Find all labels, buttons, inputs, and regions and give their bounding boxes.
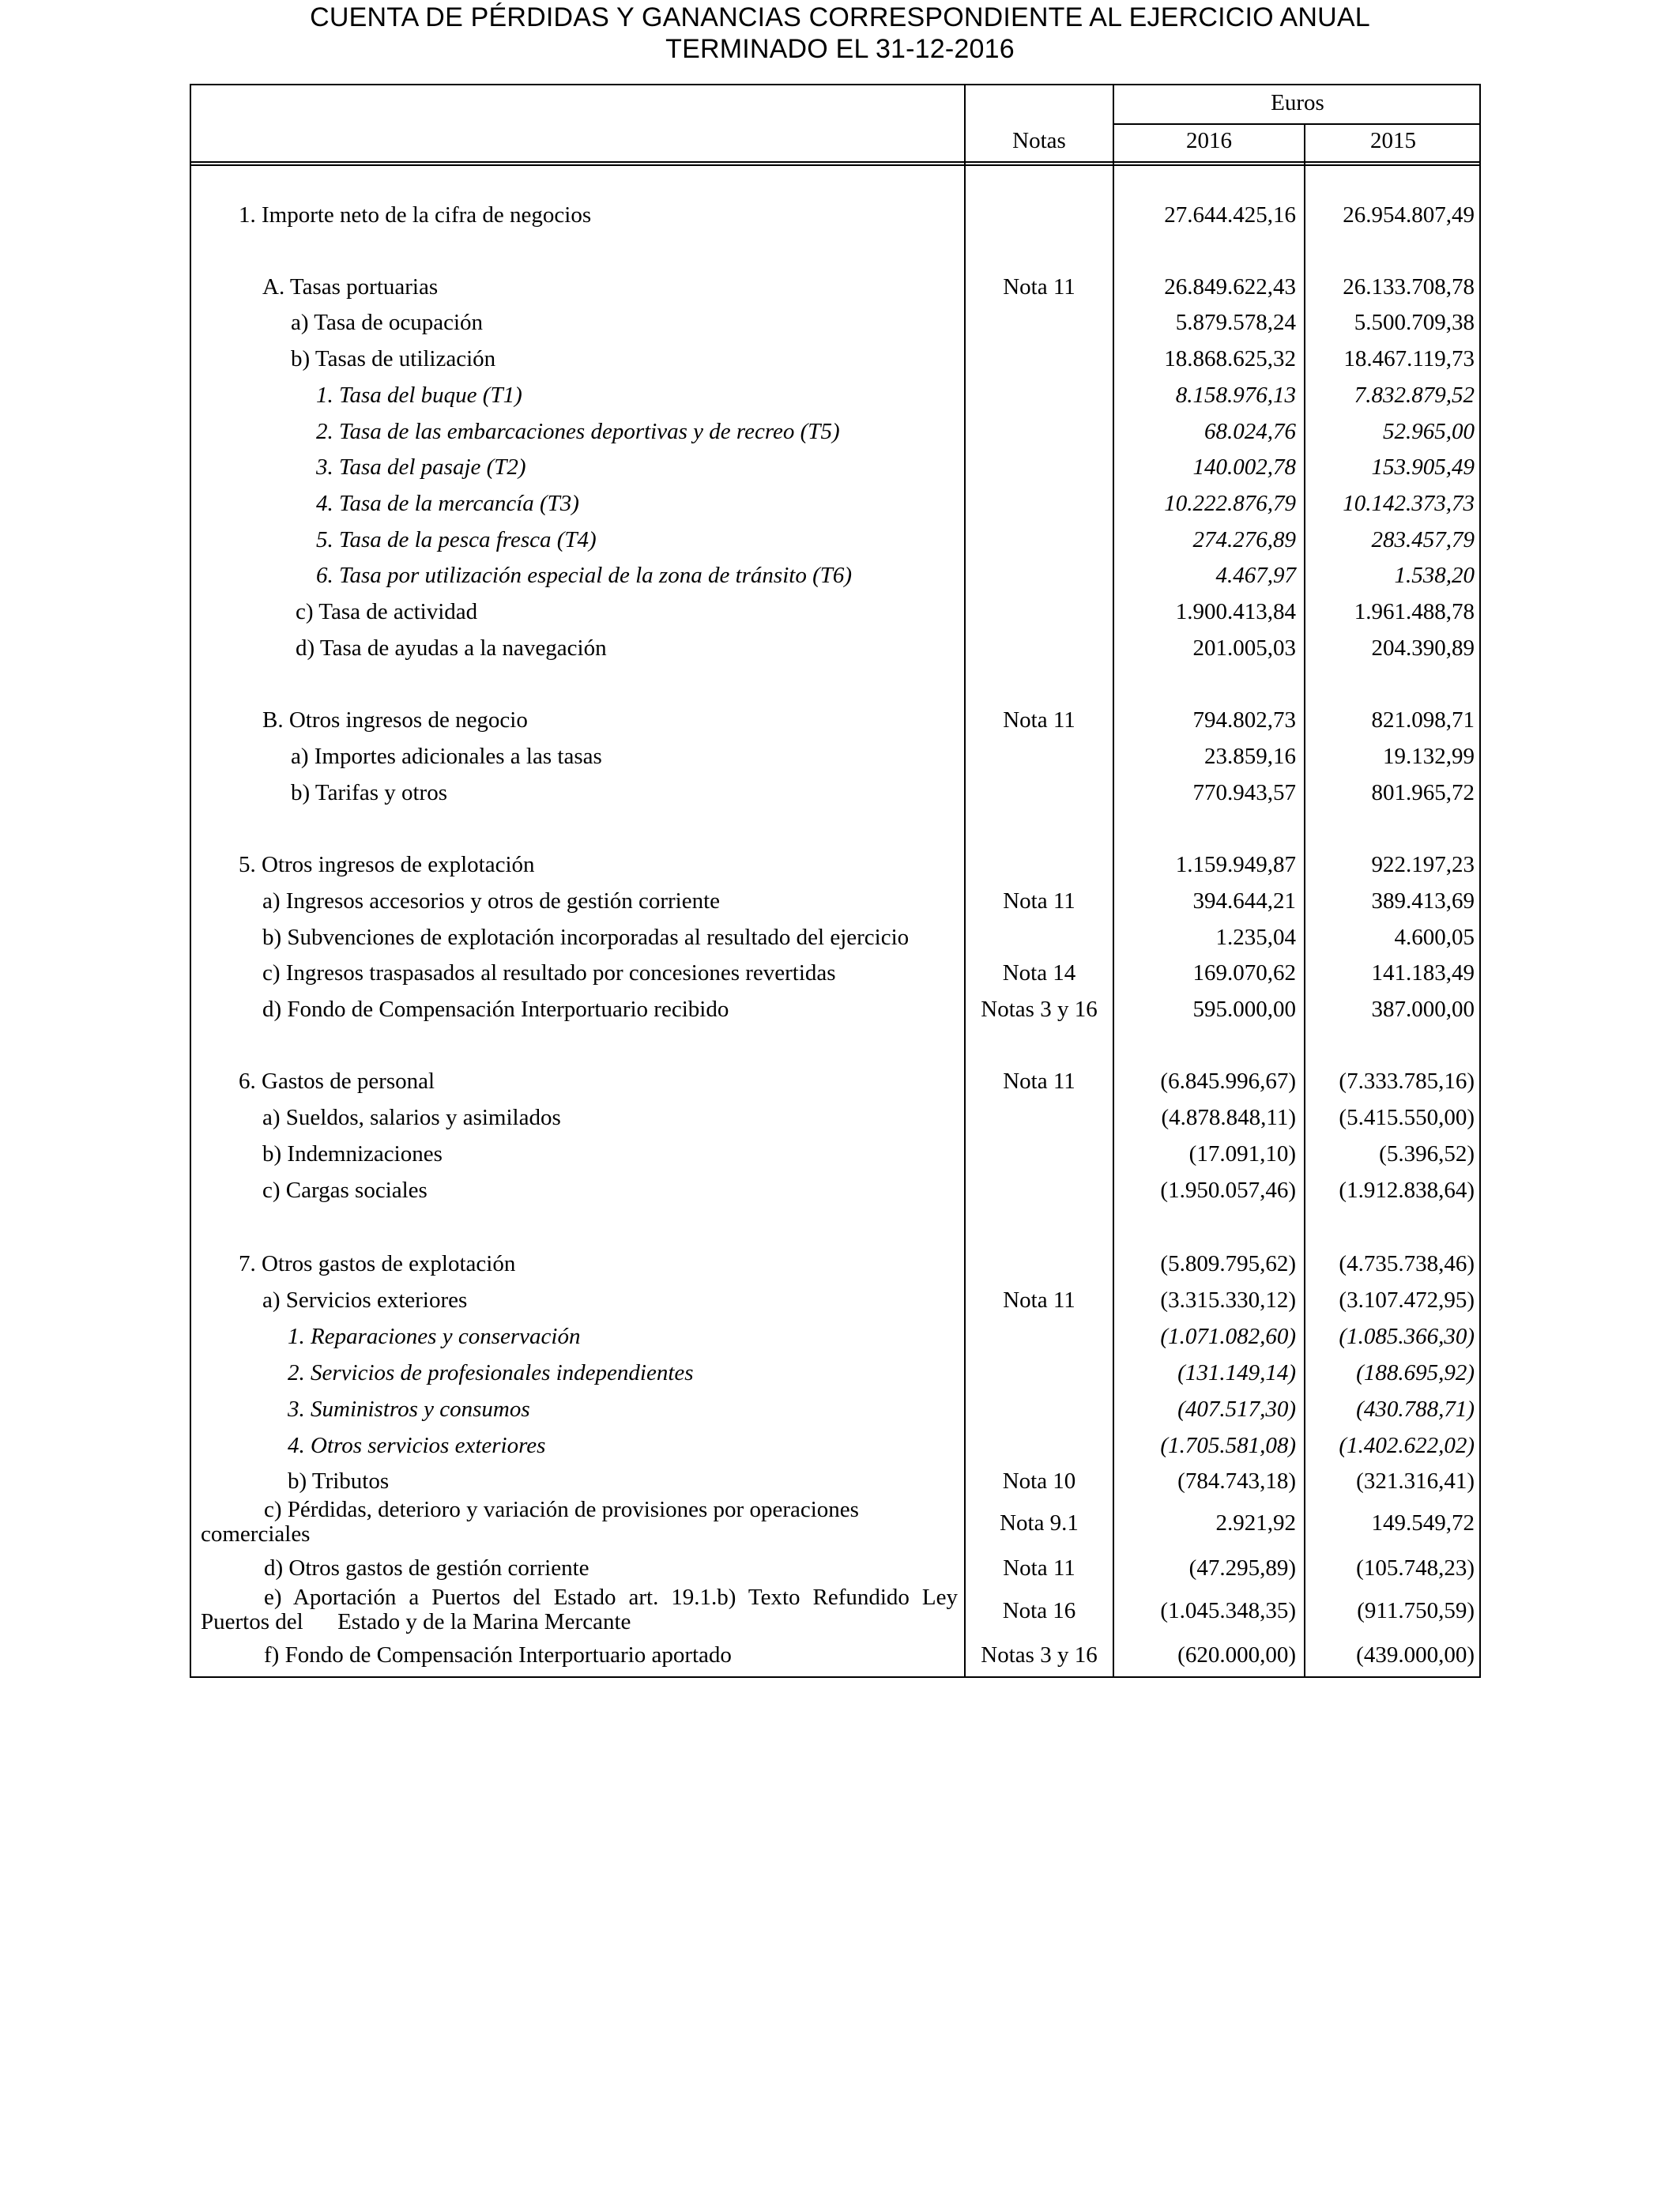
row-value-2016: (620.000,00): [1177, 1642, 1296, 1668]
title-line-1: CUENTA DE PÉRDIDAS Y GANANCIAS CORRESPONDIENTE AL EJERCICIO ANUAL: [310, 2, 1370, 32]
row-label: 1. Reparaciones y conservación: [288, 1324, 581, 1349]
row-value-2016: 274.276,89: [1192, 527, 1296, 552]
row-label: a) Servicios exteriores: [262, 1287, 468, 1313]
row-value-2016: 1.235,04: [1215, 925, 1296, 950]
row-label: A. Tasas portuarias: [262, 274, 439, 300]
row-label: c) Tasa de actividad: [296, 599, 478, 624]
table-row: [191, 305, 1479, 341]
row-nota: Notas 3 y 16: [981, 997, 1098, 1022]
row-value-2015: 922.197,23: [1371, 852, 1475, 877]
row-value-2016: (3.315.330,12): [1160, 1287, 1296, 1313]
row-value-2016: (131.149,14): [1177, 1360, 1296, 1385]
table-row: [191, 956, 1479, 991]
income-statement-table: [190, 84, 1481, 1678]
row-value-2015: (1.912.838,64): [1339, 1178, 1475, 1203]
row-value-2015: (1.402.622,02): [1339, 1433, 1475, 1458]
row-value-2015: (430.788,71): [1356, 1397, 1475, 1422]
row-value-2016: 595.000,00: [1192, 997, 1296, 1022]
row-label: b) Indemnizaciones: [262, 1141, 443, 1167]
row-value-2015: 19.132,99: [1383, 744, 1475, 769]
row-value-2016: 27.644.425,16: [1164, 202, 1296, 228]
row-label: 4. Otros servicios exteriores: [288, 1433, 546, 1458]
row-value-2016: (17.091,10): [1188, 1141, 1296, 1167]
row-value-2015: 149.549,72: [1371, 1510, 1475, 1536]
row-value-2015: (188.695,92): [1356, 1360, 1475, 1385]
row-label: 4. Tasa de la mercancía (T3): [316, 491, 579, 516]
row-label: 5. Tasa de la pesca fresca (T4): [316, 527, 597, 552]
row-value-2016: 18.868.625,32: [1164, 346, 1296, 371]
row-nota: Nota 11: [1003, 707, 1075, 733]
row-value-2015: (911.750,59): [1357, 1598, 1475, 1623]
row-value-2015: 153.905,49: [1371, 454, 1475, 480]
row-value-2015: 4.600,05: [1394, 925, 1475, 950]
row-value-2015: 18.467.119,73: [1343, 346, 1475, 371]
title-line-2: TERMINADO EL 31-12-2016: [665, 34, 1015, 64]
table-row: [191, 847, 1479, 883]
row-value-2016: 2.921,92: [1215, 1510, 1296, 1536]
row-value-2015: 1.961.488,78: [1354, 599, 1475, 624]
row-value-2015: 5.500.709,38: [1354, 310, 1475, 335]
row-value-2016: 8.158.976,13: [1175, 383, 1296, 408]
table-row: [191, 1246, 1479, 1282]
table-row: [191, 1638, 1479, 1673]
row-label: 1. Importe neto de la cifra de negocios: [239, 202, 592, 228]
table-row: [191, 884, 1479, 919]
page-title: [0, 2, 1680, 65]
row-value-2015: (5.415.550,00): [1339, 1105, 1475, 1130]
row-label: 5. Otros ingresos de explotación: [239, 852, 535, 877]
row-nota: Nota 11: [1003, 1555, 1075, 1581]
table-row: [191, 486, 1479, 522]
table-row: [191, 198, 1479, 233]
row-value-2016: (5.809.795,62): [1160, 1251, 1296, 1276]
row-label: c) Pérdidas, deterioro y variación de provisiones por operaciones comerciales: [201, 1497, 859, 1547]
row-value-2015: (7.333.785,16): [1339, 1069, 1475, 1094]
row-value-2015: 26.954.807,49: [1343, 202, 1475, 228]
row-value-2015: (4.735.738,46): [1339, 1251, 1475, 1276]
row-value-2015: 821.098,71: [1371, 707, 1475, 733]
table-row: [191, 920, 1479, 956]
table-row: [191, 1283, 1479, 1318]
header-separator: [191, 161, 1481, 163]
row-value-2016: (1.045.348,35): [1160, 1598, 1296, 1623]
row-value-2015: 10.142.373,73: [1343, 491, 1475, 516]
row-label: 1. Tasa del buque (T1): [316, 383, 522, 408]
row-nota: Nota 10: [1002, 1468, 1076, 1494]
row-label: b) Subvenciones de explotación incorporadas al resultado del ejercicio: [262, 925, 910, 950]
row-label: b) Tarifas y otros: [291, 780, 447, 805]
row-value-2015: (3.107.472,95): [1339, 1287, 1475, 1313]
row-label: b) Tasas de utilización: [291, 346, 496, 371]
row-value-2015: 7.832.879,52: [1354, 383, 1475, 408]
row-nota: Nota 16: [1002, 1598, 1076, 1623]
header-year-2016: 2016: [1186, 128, 1232, 153]
table-row: [191, 703, 1479, 738]
row-value-2016: 23.859,16: [1204, 744, 1296, 769]
row-value-2016: 68.024,76: [1204, 419, 1296, 444]
table-row: [191, 594, 1479, 630]
row-value-2016: 794.802,73: [1192, 707, 1296, 733]
row-value-2016: (1.950.057,46): [1160, 1178, 1296, 1203]
row-value-2015: (321.316,41): [1356, 1468, 1475, 1494]
row-value-2016: (4.878.848,11): [1161, 1105, 1296, 1130]
row-label: c) Cargas sociales: [262, 1178, 428, 1203]
header-notas: Notas: [1012, 128, 1066, 153]
row-label: d) Tasa de ayudas a la navegación: [296, 635, 607, 661]
table-row: [191, 1137, 1479, 1172]
row-nota: Nota 14: [1002, 960, 1076, 986]
row-label: a) Importes adicionales a las tasas: [291, 744, 602, 769]
row-value-2016: (1.071.082,60): [1160, 1324, 1296, 1349]
row-value-2016: 201.005,03: [1192, 635, 1296, 661]
row-value-2016: 26.849.622,43: [1164, 274, 1296, 300]
row-value-2015: 204.390,89: [1371, 635, 1475, 661]
row-label: e) Aportación a Puertos del Estado art. 19.1.b) Texto Refundido Ley Puertos del Estado y de la Marina Mercante: [201, 1585, 958, 1634]
row-label: 2. Servicios de profesionales independientes: [288, 1360, 694, 1385]
table-row: [191, 992, 1479, 1027]
row-value-2016: (784.743,18): [1177, 1468, 1296, 1494]
header-year-2015: 2015: [1370, 128, 1416, 153]
row-value-2015: 283.457,79: [1371, 527, 1475, 552]
row-label: 2. Tasa de las embarcaciones deportivas y de recreo (T5): [316, 419, 840, 444]
row-value-2015: 52.965,00: [1383, 419, 1475, 444]
row-value-2016: 10.222.876,79: [1164, 491, 1296, 516]
table-row: [191, 775, 1479, 811]
row-nota: Notas 3 y 16: [981, 1642, 1098, 1668]
header-euros: Euros: [1271, 90, 1324, 115]
row-value-2016: 4.467,97: [1215, 563, 1296, 588]
table-row: [191, 1100, 1479, 1136]
row-value-2015: 801.965,72: [1371, 780, 1475, 805]
table-row: [191, 1064, 1479, 1099]
table-row: [191, 1464, 1479, 1499]
row-value-2015: 389.413,69: [1371, 888, 1475, 914]
table-row: [191, 1498, 1479, 1548]
table-row: [191, 341, 1479, 377]
row-label: 6. Gastos de personal: [239, 1069, 435, 1094]
row-value-2015: (1.085.366,30): [1339, 1324, 1475, 1349]
row-label: B. Otros ingresos de negocio: [262, 707, 528, 733]
table-row: [191, 1585, 1479, 1636]
row-value-2015: (105.748,23): [1356, 1555, 1475, 1581]
row-label: f) Fondo de Compensación Interportuario aportado: [264, 1642, 732, 1668]
row-value-2016: 140.002,78: [1192, 454, 1296, 480]
row-value-2016: (1.705.581,08): [1160, 1433, 1296, 1458]
table-row: [191, 270, 1479, 305]
table-row: [191, 1551, 1479, 1586]
row-value-2015: 1.538,20: [1394, 563, 1475, 588]
row-value-2016: 1.159.949,87: [1175, 852, 1296, 877]
row-nota: Nota 11: [1003, 1069, 1075, 1094]
table-row: [191, 558, 1479, 594]
table-row: [191, 1428, 1479, 1464]
table-row: [191, 631, 1479, 666]
row-label: d) Fondo de Compensación Interportuario recibido: [262, 997, 729, 1022]
row-nota: Nota 9.1: [1000, 1510, 1079, 1536]
table-row: [191, 1392, 1479, 1427]
row-value-2016: 770.943,57: [1192, 780, 1296, 805]
row-label: b) Tributos: [288, 1468, 390, 1494]
row-value-2016: 169.070,62: [1192, 960, 1296, 986]
row-nota: Nota 11: [1003, 888, 1075, 914]
row-nota: Nota 11: [1003, 1287, 1075, 1313]
table-row: [191, 1355, 1479, 1391]
row-value-2015: 141.183,49: [1371, 960, 1475, 986]
row-value-2016: (407.517,30): [1177, 1397, 1296, 1422]
row-value-2015: 387.000,00: [1371, 997, 1475, 1022]
table-row: [191, 1319, 1479, 1355]
row-value-2016: 394.644,21: [1192, 888, 1296, 914]
row-nota: Nota 11: [1003, 274, 1075, 300]
row-label: 3. Suministros y consumos: [288, 1397, 530, 1422]
row-label: a) Tasa de ocupación: [291, 310, 484, 335]
table-row: [191, 378, 1479, 413]
row-value-2016: 5.879.578,24: [1175, 310, 1296, 335]
table-row: [191, 414, 1479, 450]
row-value-2015: (439.000,00): [1356, 1642, 1475, 1668]
table-row: [191, 739, 1479, 775]
row-value-2016: (47.295,89): [1188, 1555, 1296, 1581]
row-value-2016: 1.900.413,84: [1175, 599, 1296, 624]
row-value-2015: 26.133.708,78: [1343, 274, 1475, 300]
row-label: c) Ingresos traspasados al resultado por concesiones revertidas: [262, 960, 836, 986]
row-value-2016: (6.845.996,67): [1160, 1069, 1296, 1094]
row-label: d) Otros gastos de gestión corriente: [264, 1555, 590, 1581]
euros-header-underline: [1113, 123, 1481, 125]
table-row: [191, 450, 1479, 485]
table-row: [191, 522, 1479, 558]
row-label: 7. Otros gastos de explotación: [239, 1251, 516, 1276]
row-value-2015: (5.396,52): [1379, 1141, 1475, 1167]
row-label: a) Sueldos, salarios y asimilados: [262, 1105, 561, 1130]
row-label: 6. Tasa por utilización especial de la zona de tránsito (T6): [316, 563, 853, 588]
row-label: a) Ingresos accesorios y otros de gestión corriente: [262, 888, 720, 914]
row-label: 3. Tasa del pasaje (T2): [316, 454, 526, 480]
header-separator-double: [191, 164, 1481, 166]
table-row: [191, 1173, 1479, 1208]
